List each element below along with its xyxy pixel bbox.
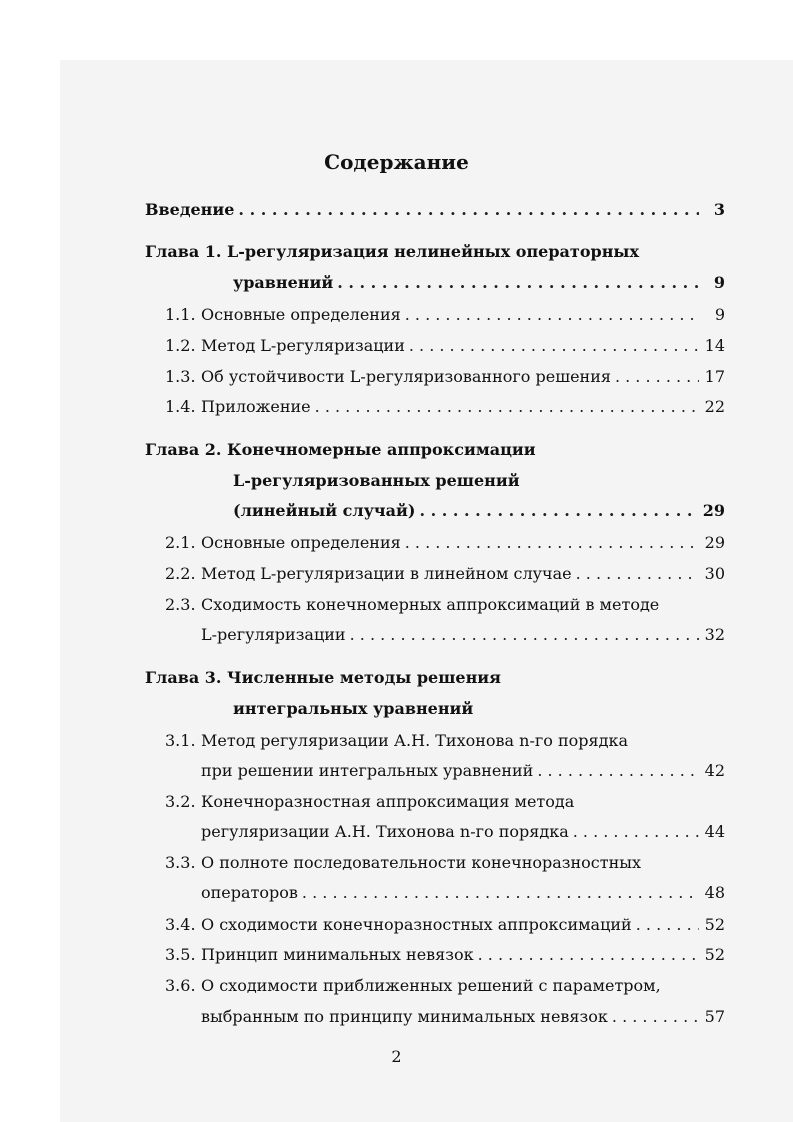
toc-section-1-3[interactable] <box>165 366 725 388</box>
dot-leader <box>573 821 699 843</box>
section-number: 3.6. <box>165 976 196 995</box>
section-title: О полноте последовательности конечноразностных <box>201 853 642 872</box>
toc-page-number: 9 <box>713 273 725 292</box>
toc-page-number: 42 <box>704 761 725 780</box>
dot-leader <box>478 944 699 966</box>
dot-leader <box>636 914 699 936</box>
section-title: Сходимость конечномерных аппроксимаций в методе <box>201 595 660 614</box>
section-title: Основные определения <box>201 305 401 324</box>
section-title: выбранным по принципу минимальных невязок <box>201 1007 608 1026</box>
toc-page-number: 9 <box>714 305 725 324</box>
toc-chapter-3-heading-cont[interactable] <box>233 698 725 720</box>
section-number: 1.4. <box>165 397 196 416</box>
toc-section-3-4[interactable] <box>165 914 725 936</box>
section-title: Приложение <box>201 397 311 416</box>
toc-page-number: 44 <box>704 822 725 841</box>
toc-page-number: 32 <box>704 625 725 644</box>
chapter-title-line: Глава 1. L-регуляризация нелинейных операторных <box>145 242 639 261</box>
section-title: Об устойчивости L-регуляризованного решения <box>201 367 611 386</box>
page-number: 2 <box>391 1047 402 1066</box>
section-title: Метод L-регуляризации <box>201 336 405 355</box>
toc-page-number: 14 <box>704 336 725 355</box>
toc-section-3-6[interactable] <box>165 975 725 997</box>
toc-chapter-1-heading-cont[interactable] <box>233 272 725 294</box>
section-title: при решении интегральных уравнений <box>201 761 534 780</box>
dot-leader <box>576 563 699 585</box>
section-title: L-регуляризации <box>201 625 346 644</box>
toc-page-number: 52 <box>704 915 725 934</box>
section-number: 1.2. <box>165 336 196 355</box>
section-title: Основные определения <box>201 533 401 552</box>
toc-chapter-2-heading-cont2[interactable] <box>233 500 725 522</box>
toc-chapter-3-heading[interactable] <box>145 667 725 689</box>
toc-chapter-2-heading-cont[interactable] <box>233 470 725 492</box>
toc-chapter-1-heading[interactable] <box>145 241 725 263</box>
chapter-title-line: L-регуляризованных решений <box>233 471 520 490</box>
dot-leader <box>238 199 699 221</box>
section-title: Конечноразностная аппроксимация метода <box>201 792 575 811</box>
dot-leader <box>405 304 699 326</box>
toc-section-2-3[interactable] <box>165 594 725 616</box>
dot-leader <box>612 1006 699 1028</box>
chapter-title-line: интегральных уравнений <box>233 699 474 718</box>
section-number: 2.1. <box>165 533 196 552</box>
toc-page-number: 22 <box>704 397 725 416</box>
toc-page-number: 29 <box>704 533 725 552</box>
section-number: 3.1. <box>165 731 196 750</box>
chapter-title-line: уравнений <box>233 273 334 292</box>
dot-leader <box>409 335 699 357</box>
dot-leader <box>537 760 699 782</box>
section-number: 3.5. <box>165 945 196 964</box>
chapter-title-line: Глава 2. Конечномерные аппроксимации <box>145 440 536 459</box>
toc-page-number: 3 <box>713 200 725 219</box>
toc-section-2-2[interactable] <box>165 563 725 585</box>
section-number: 3.4. <box>165 915 196 934</box>
section-title: Принцип минимальных невязок <box>201 945 474 964</box>
toc-entry-label: Введение <box>145 200 235 219</box>
section-number: 3.2. <box>165 792 196 811</box>
toc-section-1-4[interactable] <box>165 396 725 418</box>
toc-section-2-1[interactable] <box>165 532 725 554</box>
section-title: О сходимости приближенных решений с параметром, <box>201 976 661 995</box>
section-number: 1.3. <box>165 367 196 386</box>
toc-section-1-1[interactable] <box>165 304 725 326</box>
dot-leader <box>337 272 699 294</box>
dot-leader <box>302 882 699 904</box>
toc-page-number: 52 <box>704 945 725 964</box>
toc-section-3-6-cont[interactable] <box>201 1006 725 1028</box>
toc-section-3-3-cont[interactable] <box>201 882 725 904</box>
dot-leader <box>350 624 699 646</box>
toc-section-2-3-cont[interactable] <box>201 624 725 646</box>
dot-leader <box>405 532 699 554</box>
dot-leader <box>315 396 699 418</box>
section-number: 2.2. <box>165 564 196 583</box>
page-title: Содержание <box>324 150 469 174</box>
section-title: операторов <box>201 883 298 902</box>
section-title: О сходимости конечноразностных аппроксимаций <box>201 915 632 934</box>
toc-section-3-2-cont[interactable] <box>201 821 725 843</box>
section-title: Метод L-регуляризации в линейном случае <box>201 564 572 583</box>
section-number: 2.3. <box>165 595 196 614</box>
section-number: 1.1. <box>165 305 196 324</box>
toc-section-3-2[interactable] <box>165 791 725 813</box>
toc-section-3-3[interactable] <box>165 852 725 874</box>
section-title: регуляризации А.Н. Тихонова n-го порядка <box>201 822 569 841</box>
toc-page-number: 29 <box>702 501 725 520</box>
toc-section-3-1[interactable] <box>165 730 725 752</box>
chapter-title-line: (линейный случай) <box>233 501 416 520</box>
toc-section-3-1-cont[interactable] <box>201 760 725 782</box>
toc-section-3-5[interactable] <box>165 944 725 966</box>
toc-page-number: 48 <box>704 883 725 902</box>
toc-page-number: 17 <box>704 367 725 386</box>
toc-chapter-2-heading[interactable] <box>145 439 725 461</box>
dot-leader <box>419 500 698 522</box>
toc-page-number: 57 <box>704 1007 725 1026</box>
toc-entry-intro[interactable] <box>145 199 725 221</box>
toc-section-1-2[interactable] <box>165 335 725 357</box>
toc-page-number: 30 <box>704 564 725 583</box>
chapter-title-line: Глава 3. Численные методы решения <box>145 668 501 687</box>
section-number: 3.3. <box>165 853 196 872</box>
dot-leader <box>615 366 699 388</box>
section-title: Метод регуляризации А.Н. Тихонова n-го порядка <box>201 731 628 750</box>
